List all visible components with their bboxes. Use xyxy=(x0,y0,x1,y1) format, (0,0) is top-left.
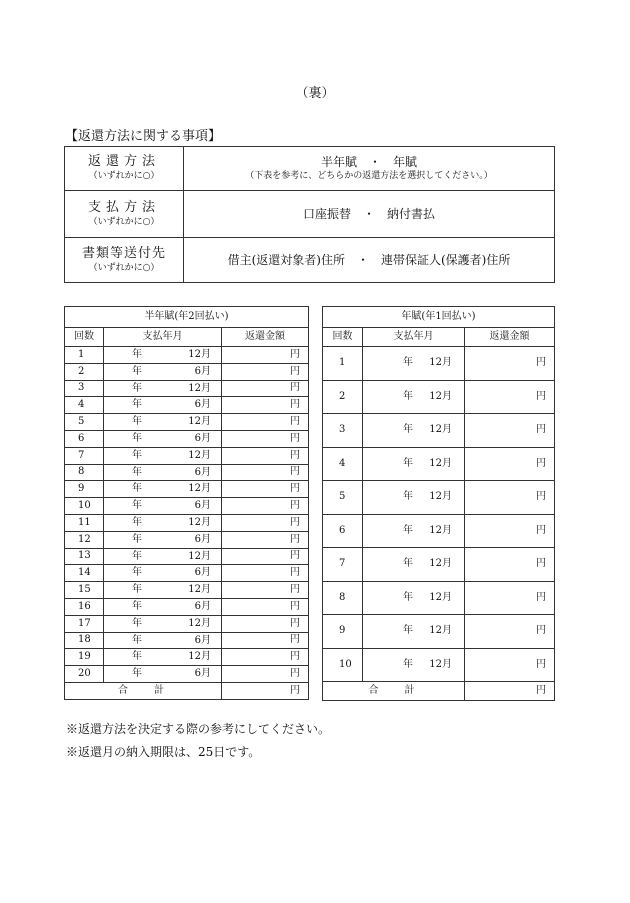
table-row xyxy=(65,380,309,397)
year-unit: 年 xyxy=(132,617,142,629)
table-row xyxy=(323,414,555,448)
amount-cell[interactable]: 円 xyxy=(465,447,555,481)
table-row xyxy=(65,430,309,447)
info-sublabel: （いずれかに○） xyxy=(88,262,160,273)
semiannual-total-row xyxy=(65,682,309,699)
info-label-cell xyxy=(65,238,184,283)
row-number: 17 xyxy=(65,615,104,632)
month-label: 12月 xyxy=(429,591,452,603)
amount-cell[interactable]: 円 xyxy=(222,498,309,515)
year-unit: 年 xyxy=(403,658,413,670)
row-number: 10 xyxy=(323,648,363,682)
payment-date-cell[interactable] xyxy=(363,347,465,381)
month-label: 12月 xyxy=(429,390,452,402)
month-label: 6月 xyxy=(194,533,211,545)
payment-date-cell[interactable] xyxy=(104,514,222,531)
amount-cell[interactable]: 円 xyxy=(222,481,309,498)
amount-cell[interactable]: 円 xyxy=(222,430,309,447)
table-row xyxy=(65,565,309,582)
mailing-address-choice[interactable]: 借主(返還対象者)住所 ・ 連帯保証人(保護者)住所 xyxy=(227,253,511,267)
info-row-method xyxy=(65,147,555,191)
month-label: 12月 xyxy=(429,558,452,569)
row-number: 18 xyxy=(65,632,104,649)
info-label-cell xyxy=(65,147,184,191)
annual-total-row xyxy=(323,682,555,701)
month-label: 6月 xyxy=(194,466,211,478)
year-unit: 年 xyxy=(403,558,413,569)
row-number: 1 xyxy=(65,347,104,364)
payment-date-cell[interactable] xyxy=(104,481,222,498)
col-header-count: 回数 xyxy=(323,328,363,347)
month-label: 12月 xyxy=(429,658,452,670)
row-number: 7 xyxy=(323,548,363,582)
amount-cell[interactable]: 円 xyxy=(222,531,309,548)
month-label: 12月 xyxy=(188,382,211,394)
table-row xyxy=(323,481,555,515)
table-row xyxy=(323,347,555,381)
amount-cell[interactable]: 円 xyxy=(222,380,309,397)
table-row xyxy=(323,380,555,414)
year-unit: 年 xyxy=(403,524,413,536)
amount-cell[interactable]: 円 xyxy=(222,615,309,632)
year-unit: 年 xyxy=(132,500,142,512)
year-unit: 年 xyxy=(132,516,142,528)
repayment-method-instruction: （下表を参考に、どちらかの返還方法を選択してください。） xyxy=(245,171,493,181)
payment-date-cell[interactable] xyxy=(363,514,465,548)
amount-cell[interactable]: 円 xyxy=(222,582,309,599)
row-number: 7 xyxy=(65,447,104,464)
payment-date-cell[interactable] xyxy=(104,582,222,599)
month-label: 12月 xyxy=(429,524,452,536)
repayment-method-choice[interactable]: 半年賦 ・ 年賦 xyxy=(320,155,417,169)
row-number: 2 xyxy=(323,380,363,414)
col-header-count: 回数 xyxy=(65,328,104,347)
table-row xyxy=(65,447,309,464)
semiannual-table-title: 半年賦(年2回払い) xyxy=(65,307,309,328)
month-label: 6月 xyxy=(194,634,211,646)
total-amount-cell[interactable]: 円 xyxy=(222,682,309,699)
amount-cell[interactable]: 円 xyxy=(465,648,555,682)
payment-date-cell[interactable] xyxy=(104,666,222,683)
year-unit: 年 xyxy=(403,591,413,603)
table-row xyxy=(323,648,555,682)
payment-date-cell[interactable] xyxy=(104,565,222,582)
table-row xyxy=(323,581,555,615)
info-label: 支払方法 xyxy=(87,199,160,215)
payment-date-cell[interactable] xyxy=(104,397,222,414)
amount-cell[interactable]: 円 xyxy=(222,548,309,565)
month-label: 12月 xyxy=(429,457,452,469)
year-unit: 年 xyxy=(132,416,142,428)
month-label: 6月 xyxy=(194,365,211,377)
amount-cell[interactable]: 円 xyxy=(465,581,555,615)
month-label: 6月 xyxy=(194,432,211,444)
row-number: 15 xyxy=(65,582,104,599)
info-value-cell[interactable] xyxy=(184,147,555,191)
row-number: 9 xyxy=(323,615,363,649)
year-unit: 年 xyxy=(132,668,142,680)
amount-cell[interactable]: 円 xyxy=(222,397,309,414)
year-unit: 年 xyxy=(132,449,142,461)
month-label: 12月 xyxy=(188,617,211,629)
section-heading: 【返還方法に関する事項】 xyxy=(65,129,222,144)
table-row xyxy=(65,397,309,414)
month-label: 6月 xyxy=(194,567,211,579)
total-label: 合計 xyxy=(65,682,222,699)
table-row xyxy=(65,666,309,683)
payment-date-cell[interactable] xyxy=(104,363,222,380)
payment-date-cell[interactable] xyxy=(104,464,222,481)
repayment-info-table xyxy=(64,146,555,283)
amount-cell[interactable]: 円 xyxy=(465,548,555,582)
amount-cell[interactable]: 円 xyxy=(222,363,309,380)
info-value-cell[interactable] xyxy=(184,191,555,238)
row-number: 6 xyxy=(65,430,104,447)
month-label: 6月 xyxy=(194,399,211,411)
month-label: 12月 xyxy=(188,349,211,360)
year-unit: 年 xyxy=(132,382,142,394)
month-label: 12月 xyxy=(188,550,211,562)
row-number: 6 xyxy=(323,514,363,548)
col-header-date: 支払年月 xyxy=(363,328,465,347)
month-label: 12月 xyxy=(429,424,452,435)
payment-date-cell[interactable] xyxy=(104,498,222,515)
month-label: 12月 xyxy=(429,357,452,368)
col-header-amount: 返還金額 xyxy=(222,328,309,347)
info-value-cell[interactable] xyxy=(184,238,555,283)
table-row xyxy=(65,598,309,615)
amount-cell[interactable]: 円 xyxy=(222,666,309,683)
payment-date-cell[interactable] xyxy=(104,380,222,397)
year-unit: 年 xyxy=(132,651,142,663)
row-number: 5 xyxy=(323,481,363,515)
year-unit: 年 xyxy=(403,390,413,402)
table-row xyxy=(323,548,555,582)
amount-cell[interactable]: 円 xyxy=(465,347,555,381)
row-number: 8 xyxy=(323,581,363,615)
payment-date-cell[interactable] xyxy=(104,548,222,565)
year-unit: 年 xyxy=(132,550,142,562)
year-unit: 年 xyxy=(403,625,413,636)
info-sublabel: （いずれかに○） xyxy=(88,171,160,181)
info-label: 返還方法 xyxy=(87,154,160,169)
year-unit: 年 xyxy=(132,466,142,478)
payment-date-cell[interactable] xyxy=(363,548,465,582)
table-row xyxy=(65,363,309,380)
month-label: 12月 xyxy=(188,584,211,596)
payment-date-cell[interactable] xyxy=(104,531,222,548)
row-number: 13 xyxy=(65,548,104,565)
month-label: 12月 xyxy=(188,651,211,663)
month-label: 6月 xyxy=(194,600,211,612)
row-number: 4 xyxy=(65,397,104,414)
table-row xyxy=(65,481,309,498)
row-number: 20 xyxy=(65,666,104,683)
annual-table-title: 年賦(年1回払い) xyxy=(323,307,555,328)
month-label: 12月 xyxy=(429,491,452,502)
payment-date-cell[interactable] xyxy=(104,598,222,615)
amount-cell[interactable]: 円 xyxy=(465,414,555,448)
payment-date-cell[interactable] xyxy=(104,632,222,649)
table-row xyxy=(323,447,555,481)
total-label: 合計 xyxy=(323,682,465,701)
month-label: 12月 xyxy=(429,625,452,636)
year-unit: 年 xyxy=(403,491,413,502)
amount-cell[interactable]: 円 xyxy=(222,347,309,364)
table-row xyxy=(65,498,309,515)
amount-cell[interactable]: 円 xyxy=(222,565,309,582)
year-unit: 年 xyxy=(132,399,142,411)
month-label: 6月 xyxy=(194,668,211,680)
amount-cell[interactable]: 円 xyxy=(465,514,555,548)
payment-date-cell[interactable] xyxy=(363,481,465,515)
table-row xyxy=(65,548,309,565)
payment-date-cell[interactable] xyxy=(363,380,465,414)
row-number: 14 xyxy=(65,565,104,582)
month-label: 12月 xyxy=(188,449,211,461)
row-number: 8 xyxy=(65,464,104,481)
year-unit: 年 xyxy=(132,432,142,444)
table-row xyxy=(65,347,309,364)
table-row xyxy=(323,514,555,548)
payment-date-cell[interactable] xyxy=(104,430,222,447)
year-unit: 年 xyxy=(132,365,142,377)
table-row xyxy=(323,615,555,649)
payment-date-cell[interactable] xyxy=(363,648,465,682)
row-number: 1 xyxy=(323,347,363,381)
table-row xyxy=(65,615,309,632)
table-row xyxy=(65,514,309,531)
payment-method-choice[interactable]: 口座振替 ・ 納付書払 xyxy=(302,207,435,221)
info-label-cell xyxy=(65,191,184,238)
year-unit: 年 xyxy=(132,584,142,596)
month-label: 12月 xyxy=(188,516,211,528)
payment-date-cell[interactable] xyxy=(363,581,465,615)
amount-cell[interactable]: 円 xyxy=(465,380,555,414)
row-number: 3 xyxy=(323,414,363,448)
year-unit: 年 xyxy=(403,424,413,435)
month-label: 6月 xyxy=(194,500,211,512)
row-number: 2 xyxy=(65,363,104,380)
table-row xyxy=(65,464,309,481)
month-label: 12月 xyxy=(188,416,211,428)
year-unit: 年 xyxy=(403,357,413,368)
row-number: 11 xyxy=(65,514,104,531)
info-label: 書類等送付先 xyxy=(81,245,166,261)
amount-cell[interactable]: 円 xyxy=(465,481,555,515)
total-amount-cell[interactable]: 円 xyxy=(465,682,555,701)
amount-cell[interactable]: 円 xyxy=(465,615,555,649)
amount-cell[interactable]: 円 xyxy=(222,414,309,431)
month-label: 12月 xyxy=(188,483,211,495)
payment-date-cell[interactable] xyxy=(104,414,222,431)
row-number: 4 xyxy=(323,447,363,481)
amount-cell[interactable]: 円 xyxy=(222,514,309,531)
row-number: 5 xyxy=(65,414,104,431)
row-number: 12 xyxy=(65,531,104,548)
table-row xyxy=(65,582,309,599)
payment-date-cell[interactable] xyxy=(363,615,465,649)
amount-cell[interactable]: 円 xyxy=(222,649,309,666)
row-number: 16 xyxy=(65,598,104,615)
col-header-amount: 返還金額 xyxy=(465,328,555,347)
payment-date-cell[interactable] xyxy=(104,347,222,364)
payment-date-cell[interactable] xyxy=(363,414,465,448)
info-row-mailing xyxy=(65,238,555,283)
row-number: 3 xyxy=(65,380,104,397)
note-reference: ※返還方法を決定する際の参考にしてください。 xyxy=(66,722,331,736)
info-row-payment xyxy=(65,191,555,238)
payment-date-cell[interactable] xyxy=(104,615,222,632)
row-number: 10 xyxy=(65,498,104,515)
row-number: 9 xyxy=(65,481,104,498)
annual-schedule-table xyxy=(322,306,555,701)
note-deadline: ※返還月の納入期限は、25日です。 xyxy=(66,745,261,759)
year-unit: 年 xyxy=(132,600,142,612)
row-number: 19 xyxy=(65,649,104,666)
year-unit: 年 xyxy=(132,567,142,579)
amount-cell[interactable]: 円 xyxy=(222,447,309,464)
table-row xyxy=(65,531,309,548)
year-unit: 年 xyxy=(132,349,142,360)
amount-cell[interactable]: 円 xyxy=(222,464,309,481)
semiannual-schedule-table xyxy=(64,306,309,700)
year-unit: 年 xyxy=(132,533,142,545)
info-sublabel: （いずれかに○） xyxy=(88,216,160,227)
page-title: （裏） xyxy=(295,86,335,101)
amount-cell[interactable]: 円 xyxy=(222,598,309,615)
payment-date-cell[interactable] xyxy=(363,447,465,481)
table-row xyxy=(65,649,309,666)
payment-date-cell[interactable] xyxy=(104,447,222,464)
payment-date-cell[interactable] xyxy=(104,649,222,666)
amount-cell[interactable]: 円 xyxy=(222,632,309,649)
year-unit: 年 xyxy=(132,483,142,495)
col-header-date: 支払年月 xyxy=(104,328,222,347)
year-unit: 年 xyxy=(403,457,413,469)
table-row xyxy=(65,414,309,431)
table-row xyxy=(65,632,309,649)
year-unit: 年 xyxy=(132,634,142,646)
